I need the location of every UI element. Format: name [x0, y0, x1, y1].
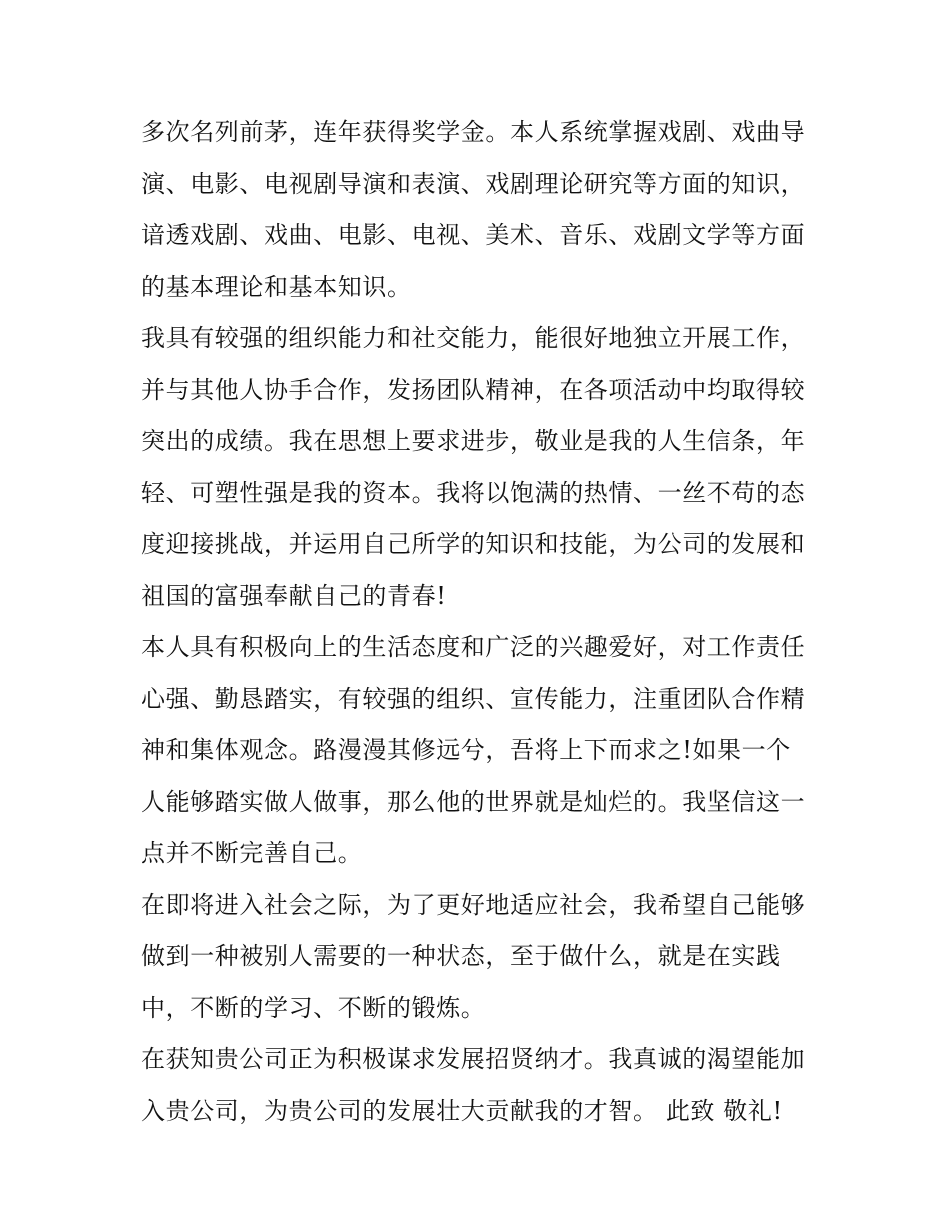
text-line: 度迎接挑战，并运用自己所学的知识和技能，为公司的发展和: [141, 530, 806, 558]
text-line: 演、电影、电视剧导演和表演、戏剧理论研究等方面的知识，: [141, 169, 806, 198]
text-line: 神和集体观念。路漫漫其修远兮，吾将上下而求之!如果一个: [141, 736, 791, 764]
text-line: 人能够踏实做人做事，那么他的世界就是灿烂的。我坚信这一: [141, 787, 806, 816]
text-line: 轻、可塑性强是我的资本。我将以饱满的热情、一丝不苟的态: [141, 478, 806, 507]
text-line: 谙透戏剧、戏曲、电影、电视、美术、音乐、戏剧文学等方面: [141, 221, 806, 249]
text-line: 我具有较强的组织能力和社交能力，能很好地独立开展工作，: [141, 324, 806, 352]
text-line: 本人具有积极向上的生活态度和广泛的兴趣爱好，对工作责任: [141, 633, 806, 661]
text-line: 祖国的富强奉献自己的青春!: [141, 581, 447, 610]
text-line: 点并不断完善自己。: [141, 839, 363, 867]
text-line: 的基本理论和基本知识。: [141, 272, 412, 301]
text-line: 多次名列前茅，连年获得奖学金。本人系统掌握戏剧、戏曲导: [141, 118, 806, 146]
text-line: 突出的成绩。我在思想上要求进步，敬业是我的人生信条，年: [141, 427, 806, 455]
text-line: 中，不断的学习、不断的锻炼。: [141, 993, 486, 1022]
text-line: 在获知贵公司正为积极谋求发展招贤纳才。我真诚的渴望能加: [141, 1045, 806, 1073]
document-body: [141, 107, 831, 1137]
text-line: 并与其他人协手合作，发扬团队精神，在各项活动中均取得较: [141, 375, 806, 404]
text-line: 心强、勤恳踏实，有较强的组织、宣传能力，注重团队合作精: [141, 684, 806, 713]
text-line: 在即将进入社会之际，为了更好地适应社会，我希望自己能够: [141, 890, 806, 919]
text-line: 入贵公司，为贵公司的发展壮大贡献我的才智。 此致 敬礼!: [141, 1096, 783, 1125]
text-line: 做到一种被别人需要的一种状态，至于做什么，就是在实践: [141, 942, 781, 970]
